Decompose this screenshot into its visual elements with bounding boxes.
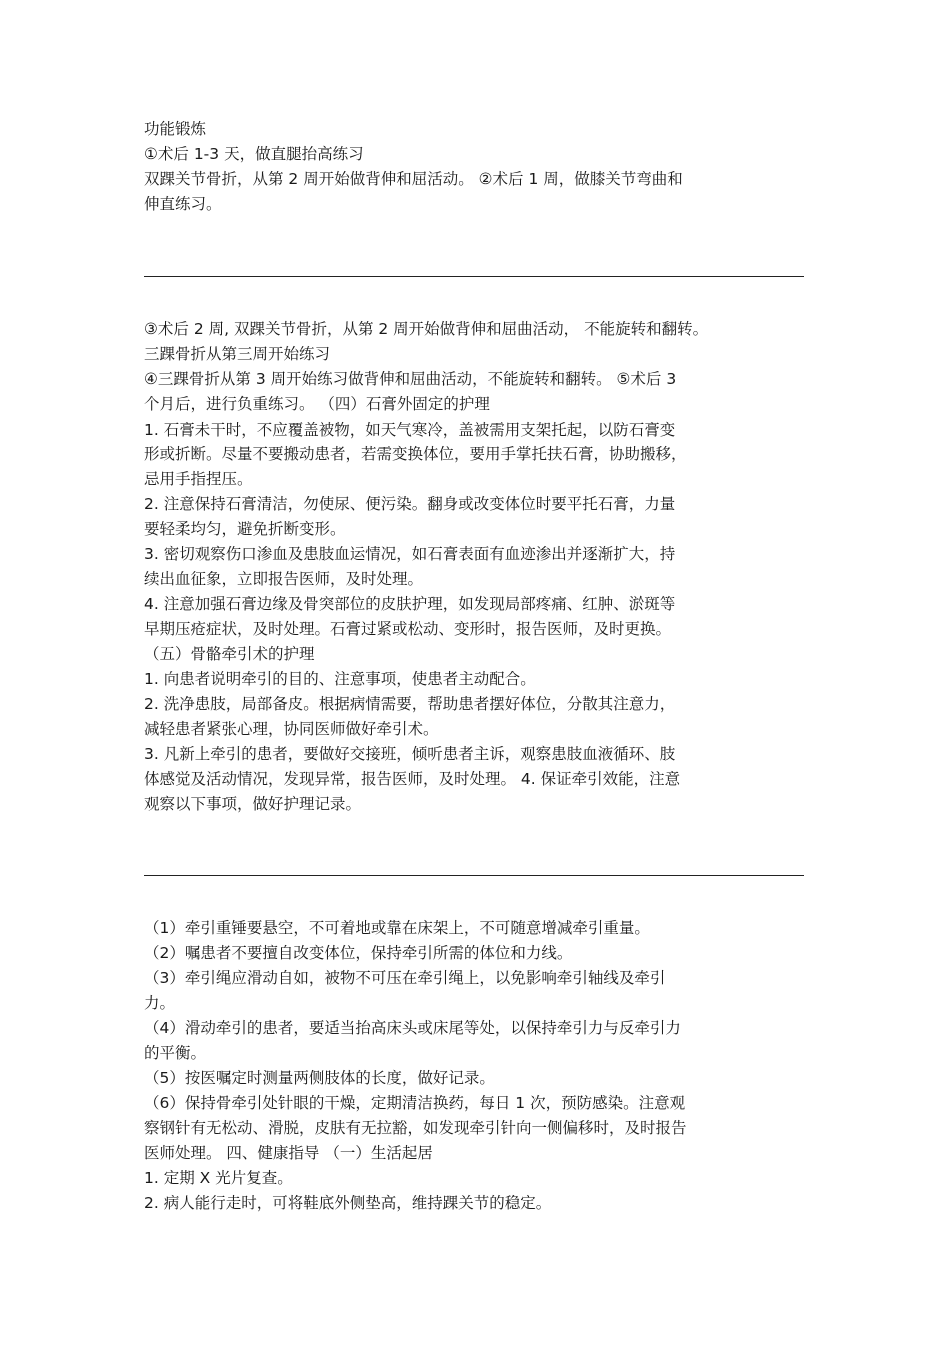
text-line: （2）嘱患者不要擅自改变体位，保持牵引所需的体位和力线。 — [144, 944, 573, 962]
text-line: 体感觉及活动情况，发现异常，报告医师，及时处理。 4. 保证牵引效能，注意 — [144, 770, 681, 788]
text-line: 2. 注意保持石膏清洁，勿使尿、便污染。翻身或改变体位时要平托石膏，力量 — [144, 495, 676, 513]
text-line: 双踝关节骨折，从第 2 周开始做背伸和屈活动。 ②术后 1 周，做膝关节弯曲和 — [144, 170, 683, 188]
text-line: （6）保持骨牵引处针眼的干燥，定期清洁换药，每日 1 次，预防感染。注意观 — [144, 1094, 686, 1112]
text-line: 3. 凡新上牵引的患者，要做好交接班，倾听患者主诉，观察患肢血液循环、肢 — [144, 745, 676, 763]
text-line: 4. 注意加强石膏边缘及骨突部位的皮肤护理，如发现局部疼痛、红肿、淤斑等 — [144, 595, 676, 613]
text-line: 观察以下事项，做好护理记录。 — [144, 795, 362, 813]
text-line: 要轻柔均匀，避免折断变形。 — [144, 520, 346, 538]
text-line: 的平衡。 — [144, 1044, 207, 1062]
text-line: 察钢针有无松动、滑脱，皮肤有无拉豁，如发现牵引针向一侧偏移时，及时报告 — [144, 1119, 687, 1137]
text-line: 2. 洗净患肢，局部备皮。根据病情需要，帮助患者摆好体位，分散其注意力， — [144, 695, 676, 713]
text-line: 伸直练习。 — [144, 195, 222, 213]
text-line: （5）按医嘱定时测量两侧肢体的长度，做好记录。 — [144, 1069, 495, 1087]
text-line: 2. 病人能行走时，可将鞋底外侧垫高，维持踝关节的稳定。 — [144, 1194, 552, 1212]
text-line: 减轻患者紧张心理，协同医师做好牵引术。 — [144, 720, 439, 738]
text-line: 三踝骨折从第三周开始练习 — [144, 345, 331, 363]
text-line: 力。 — [144, 994, 176, 1012]
text-line: 个月后，进行负重练习。 （四）石膏外固定的护理 — [144, 395, 490, 413]
text-line: 续出血征象，立即报告医师，及时处理。 — [144, 570, 424, 588]
text-line: 忌用手指捏压。 — [144, 470, 253, 488]
text-line: 1. 向患者说明牵引的目的、注意事项，使患者主动配合。 — [144, 670, 536, 688]
text-line: 1. 石膏未干时，不应覆盖被物，如天气寒冷，盖被需用支架托起，以防石膏变 — [144, 421, 676, 439]
text-line: （3）牵引绳应滑动自如，被物不可压在牵引绳上，以免影响牵引轴线及牵引 — [144, 969, 666, 987]
page-divider — [144, 276, 804, 277]
text-line: 1. 定期 X 光片复查。 — [144, 1169, 293, 1187]
text-line: 医师处理。 四、健康指导 （一）生活起居 — [144, 1144, 433, 1162]
page-divider — [144, 875, 804, 876]
text-line: ③术后 2 周, 双踝关节骨折，从第 2 周开始做背伸和屈曲活动， 不能旋转和翻转。 — [144, 320, 709, 338]
text-line: ④三踝骨折从第 3 周开始练习做背伸和屈曲活动，不能旋转和翻转。 ⑤术后 3 — [144, 370, 677, 388]
text-line: 早期压疮症状，及时处理。石膏过紧或松动、变形时，报告医师，及时更换。 — [144, 620, 672, 638]
text-line: 3. 密切观察伤口渗血及患肢血运情况，如石膏表面有血迹渗出并逐渐扩大，持 — [144, 545, 676, 563]
text-line: ①术后 1-3 天，做直腿抬高练习 — [144, 145, 364, 163]
text-line: （1）牵引重锤要悬空，不可着地或靠在床架上，不可随意增减牵引重量。 — [144, 919, 650, 937]
text-line: 功能锻炼 — [144, 120, 207, 138]
text-line: （4）滑动牵引的患者，要适当抬高床头或床尾等处，以保持牵引力与反牵引力 — [144, 1019, 681, 1037]
text-line: 形或折断。尽量不要搬动患者，若需变换体位，要用手掌托扶石膏，协助搬移， — [144, 445, 687, 463]
section-heading: （五）骨骼牵引术的护理 — [144, 645, 315, 663]
